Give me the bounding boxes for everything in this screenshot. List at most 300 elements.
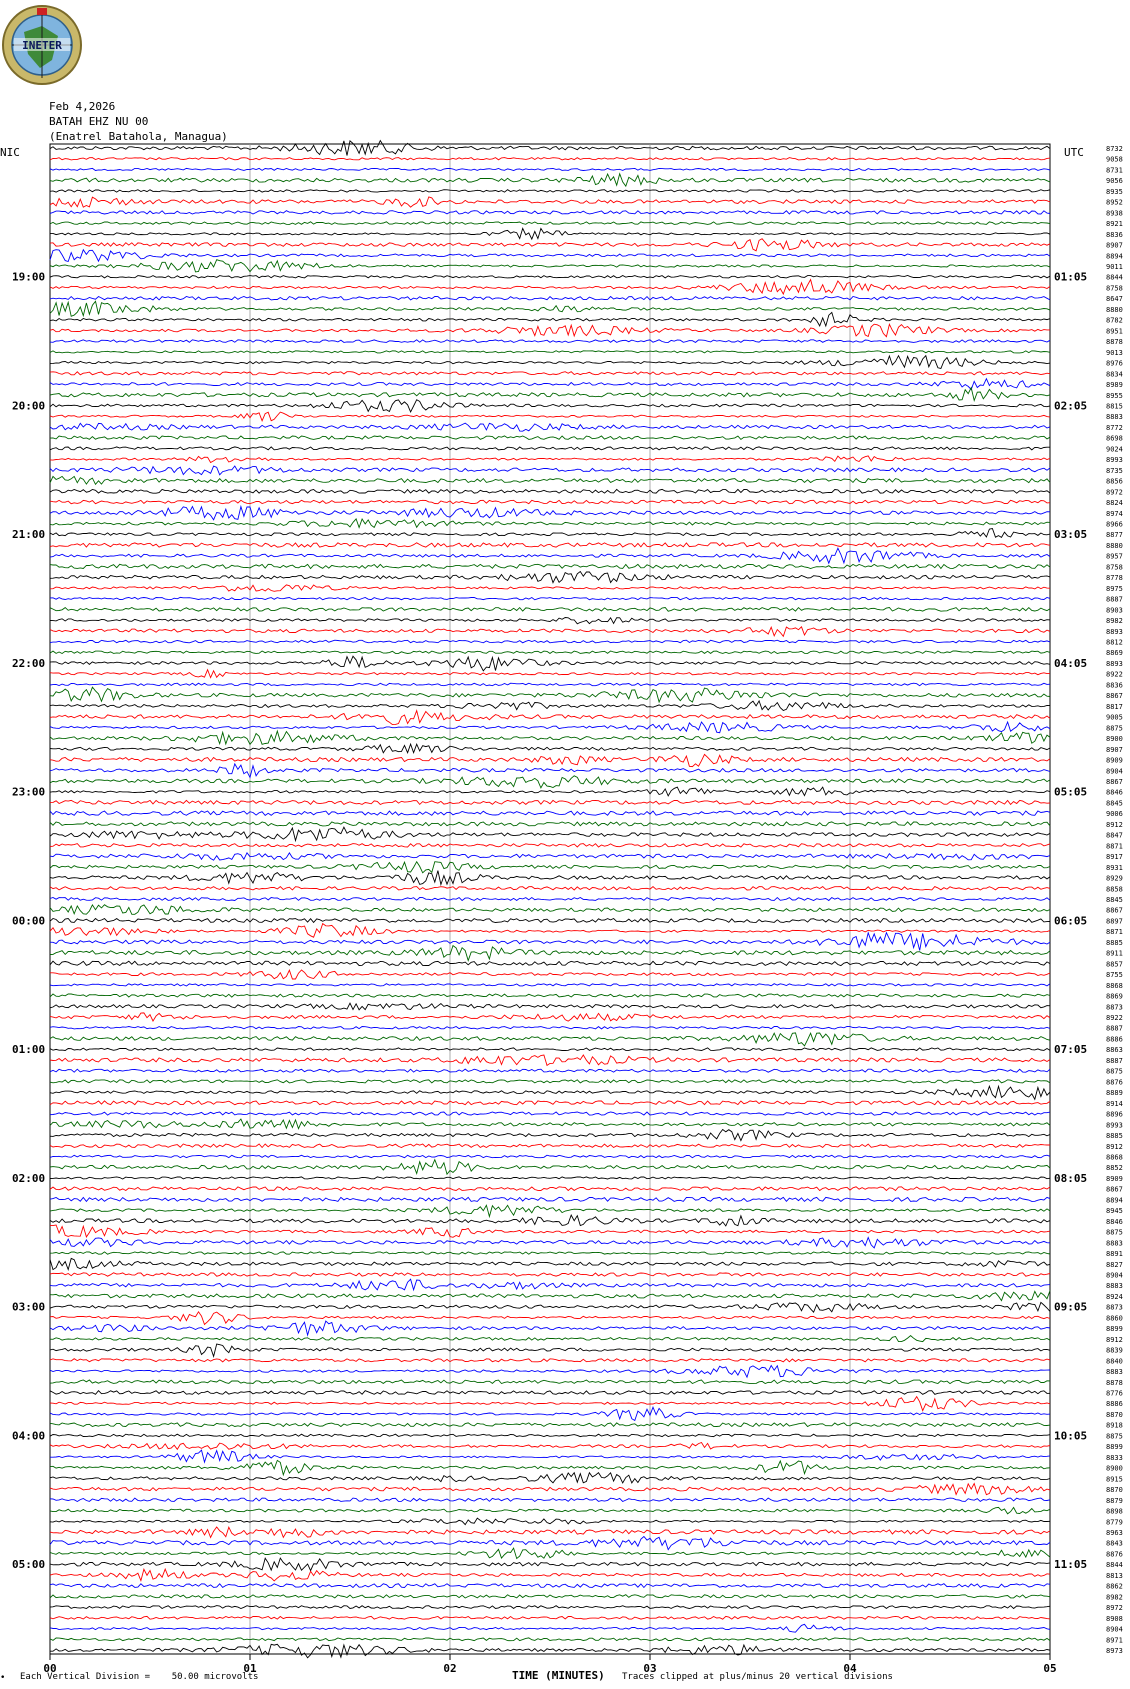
seismic-trace (50, 564, 1050, 568)
seismic-trace (50, 1225, 1050, 1237)
trace-rms-label: 8908 (1106, 1614, 1123, 1623)
trace-rms-label: 8893 (1106, 627, 1123, 636)
seismic-trace (50, 1644, 1050, 1658)
seismic-trace (50, 276, 1050, 278)
seismic-trace (50, 946, 1050, 961)
seismic-trace (50, 1048, 1050, 1051)
trace-rms-label: 8857 (1106, 960, 1123, 969)
trace-rms-label: 8698 (1106, 434, 1123, 443)
seismic-trace (50, 1507, 1050, 1513)
trace-rms-label: 8846 (1106, 788, 1123, 797)
trace-rms-label: 8929 (1106, 874, 1123, 883)
seismic-trace (50, 924, 1050, 938)
trace-rms-label: 8955 (1106, 391, 1123, 400)
trace-rms-label: 8844 (1106, 1561, 1123, 1570)
trace-rms-label: 8972 (1106, 1604, 1123, 1613)
trace-rms-label: 8924 (1106, 1293, 1123, 1301)
trace-rms-label: 9006 (1106, 810, 1123, 819)
x-tick-label: 03 (643, 1662, 657, 1675)
trace-rms-label: 8911 (1106, 949, 1123, 958)
trace-rms-label: 8900 (1106, 1464, 1123, 1473)
trace-rms-label: 8758 (1106, 563, 1123, 572)
seismic-trace (50, 1069, 1050, 1072)
seismic-trace (50, 519, 1050, 528)
trace-rms-label: 8931 (1106, 863, 1123, 872)
x-tick-label: 04 (843, 1662, 857, 1675)
seismic-trace (50, 871, 1050, 885)
trace-rms-label: 8952 (1106, 198, 1123, 207)
seismic-trace (50, 1624, 1050, 1632)
seismic-trace (50, 1423, 1050, 1427)
x-tick-label: 01 (243, 1662, 257, 1675)
trace-rms-label: 8975 (1106, 584, 1123, 593)
trace-rms-label: 8867 (1106, 906, 1123, 915)
seismic-trace (50, 822, 1050, 826)
trace-rms-label: 8876 (1106, 1078, 1123, 1087)
seismic-trace (50, 1302, 1050, 1312)
trace-rms-label: 8817 (1106, 702, 1123, 711)
trace-rms-label: 8938 (1106, 209, 1123, 218)
trace-rms-label: 8903 (1106, 606, 1123, 615)
seismic-trace (50, 608, 1050, 612)
trace-rms-label: 8971 (1106, 1636, 1123, 1645)
trace-rms-label: 8870 (1106, 1411, 1123, 1419)
trace-rms-label: 8907 (1106, 745, 1123, 754)
trace-rms-label: 8873 (1106, 1303, 1123, 1312)
seismic-trace (50, 1527, 1050, 1538)
trace-rms-label: 8839 (1106, 1346, 1123, 1355)
seismic-trace (50, 1407, 1050, 1420)
trace-rms-label: 8869 (1106, 649, 1123, 658)
trace-rms-label: 8875 (1106, 1432, 1123, 1441)
trace-rms-label: 8883 (1106, 1239, 1123, 1248)
trace-rms-label: 8836 (1106, 681, 1123, 690)
clip-note: Traces clipped at plus/minus 20 vertical divisions (622, 1672, 893, 1682)
trace-rms-label: 8904 (1106, 1271, 1123, 1280)
trace-rms-label: 8976 (1106, 359, 1123, 368)
trace-rms-label: 8862 (1106, 1582, 1123, 1591)
trace-rms-label: 8972 (1106, 488, 1123, 497)
seismic-trace (50, 776, 1050, 788)
seismic-trace (50, 260, 1050, 272)
seismic-trace (50, 301, 1050, 316)
seismic-trace (50, 1498, 1050, 1501)
trace-rms-label: 8915 (1106, 1475, 1123, 1484)
x-tick-label: 02 (443, 1662, 457, 1675)
seismic-trace (50, 1460, 1050, 1474)
trace-rms-label: 8876 (1106, 1550, 1123, 1559)
trace-rms-label: 8834 (1106, 370, 1123, 379)
left-time-label: 05:00 (12, 1558, 46, 1572)
seismic-trace (50, 436, 1050, 440)
seismic-trace (50, 379, 1050, 390)
seismic-trace (50, 500, 1050, 504)
seismic-trace (50, 250, 1050, 262)
trace-rms-label: 8875 (1106, 1067, 1123, 1076)
seismic-trace (50, 1279, 1050, 1290)
seismic-trace (50, 764, 1050, 778)
trace-rms-label: 8982 (1106, 617, 1123, 626)
seismic-trace (50, 853, 1050, 860)
seismic-trace (50, 887, 1050, 890)
trace-rms-label: 9056 (1106, 177, 1123, 186)
seismic-trace (50, 372, 1050, 375)
seismic-trace (50, 423, 1050, 431)
trace-rms-label: 8843 (1106, 1539, 1123, 1548)
seismic-trace (50, 1238, 1050, 1248)
trace-rms-label: 8894 (1106, 252, 1123, 261)
trace-rms-label: 8887 (1106, 1024, 1123, 1033)
trace-rms-label: 8878 (1106, 1378, 1123, 1387)
trace-rms-label: 9024 (1106, 445, 1123, 454)
seismic-trace (50, 466, 1050, 475)
trace-rms-label: 8732 (1106, 145, 1123, 153)
left-time-label: 03:00 (12, 1300, 46, 1314)
seismic-trace (50, 222, 1050, 225)
seismic-trace (50, 656, 1050, 671)
trace-rms-label: 8827 (1106, 1260, 1123, 1269)
trace-rms-label: 8921 (1106, 220, 1123, 229)
trace-rms-label: 8912 (1106, 1335, 1123, 1344)
right-time-label: 05:05 (1054, 785, 1088, 799)
trace-rms-label: 8873 (1106, 1003, 1123, 1012)
trace-rms-label: 8877 (1106, 531, 1123, 540)
trace-rms-label: 8779 (1106, 1518, 1123, 1527)
trace-rms-label: 8918 (1106, 1421, 1123, 1430)
trace-rms-label: 8844 (1106, 273, 1123, 282)
trace-rms-label: 8891 (1106, 1250, 1123, 1258)
seismic-trace (50, 585, 1050, 591)
trace-rms-label: 8871 (1106, 842, 1123, 851)
trace-rms-label: 8883 (1106, 1368, 1123, 1377)
seismic-trace (50, 1258, 1050, 1269)
seismic-trace (50, 168, 1050, 170)
seismic-trace (50, 456, 1050, 463)
trace-rms-label: 8966 (1106, 520, 1123, 529)
seismic-trace (50, 711, 1050, 725)
seismic-trace (50, 1291, 1050, 1301)
trace-rms-label: 8885 (1106, 938, 1123, 947)
seismic-trace (50, 228, 1050, 239)
right-time-label: 03:05 (1054, 528, 1088, 542)
seismic-trace (50, 754, 1050, 766)
right-timezone: UTC (1064, 146, 1084, 159)
seismic-trace (50, 898, 1050, 901)
seismic-trace (50, 670, 1050, 678)
seismic-trace (50, 1380, 1050, 1384)
seismic-trace (50, 1273, 1050, 1276)
trace-rms-label: 8945 (1106, 1207, 1123, 1216)
seismic-trace (50, 1638, 1050, 1641)
seismic-trace (50, 905, 1050, 915)
seismic-trace (50, 919, 1050, 923)
seismic-trace (50, 412, 1050, 421)
right-time-label: 02:05 (1054, 399, 1088, 413)
trace-rms-label: 8886 (1106, 1035, 1123, 1044)
seismic-trace (50, 190, 1050, 192)
seismic-trace (50, 388, 1050, 401)
trace-rms-label: 8867 (1106, 1185, 1123, 1194)
left-time-label: 21:00 (12, 528, 46, 542)
seismic-trace (50, 1119, 1050, 1129)
seismic-trace (50, 787, 1050, 796)
trace-rms-label: 8974 (1106, 509, 1123, 518)
left-time-label: 04:00 (12, 1429, 46, 1443)
seismic-trace (50, 297, 1050, 300)
trace-rms-label: 8833 (1106, 1453, 1123, 1462)
seismic-trace (50, 683, 1050, 686)
seismic-trace (50, 1086, 1050, 1099)
trace-rms-label: 8917 (1106, 853, 1123, 862)
seismic-trace (50, 1450, 1050, 1462)
seismic-trace (50, 1033, 1050, 1046)
trace-rms-label: 8647 (1106, 295, 1123, 304)
trace-rms-label: 8867 (1106, 692, 1123, 701)
trace-rms-label: 8951 (1106, 327, 1123, 336)
left-timezone: NIC (0, 146, 20, 159)
left-time-label: 02:00 (12, 1171, 46, 1185)
trace-rms-label: 8909 (1106, 756, 1123, 765)
trace-rms-label: 8815 (1106, 402, 1123, 411)
seismic-trace (50, 844, 1050, 848)
logo-text: INETER (22, 39, 62, 52)
trace-rms-label: 8904 (1106, 1625, 1123, 1634)
seismic-trace (50, 1205, 1050, 1216)
trace-rms-label: 8868 (1106, 981, 1123, 990)
trace-rms-label: 8889 (1106, 1089, 1123, 1098)
seismic-trace (50, 1160, 1050, 1175)
trace-rms-label: 8957 (1106, 552, 1123, 561)
seismic-trace (50, 1155, 1050, 1158)
left-time-label: 00:00 (12, 914, 46, 928)
seismic-trace (50, 1616, 1050, 1619)
seismic-trace (50, 447, 1050, 450)
right-time-label: 07:05 (1054, 1043, 1088, 1057)
trace-rms-label: 8846 (1106, 1217, 1123, 1226)
seismic-trace (50, 1391, 1050, 1395)
trace-rms-label: 8870 (1106, 1486, 1123, 1495)
header-location: (Enatrel Batahola, Managua) (49, 130, 228, 143)
seismic-trace (50, 529, 1050, 538)
trace-rms-label: 8731 (1106, 166, 1123, 175)
seismic-trace (50, 239, 1050, 251)
trace-rms-label: 8909 (1106, 1174, 1123, 1183)
trace-rms-label: 8878 (1106, 338, 1123, 347)
seismic-trace (50, 1359, 1050, 1362)
trace-rms-label: 8858 (1106, 885, 1123, 894)
trace-rms-label: 8993 (1106, 1121, 1123, 1130)
left-time-label: 01:00 (12, 1043, 46, 1057)
right-time-label: 08:05 (1054, 1171, 1088, 1185)
seismic-trace (50, 827, 1050, 840)
trace-rms-label: 8869 (1106, 992, 1123, 1001)
left-time-label: 20:00 (12, 399, 46, 413)
trace-rms-label: 8813 (1106, 1571, 1123, 1580)
trace-rms-label: 8836 (1106, 230, 1123, 239)
x-tick-label: 00 (43, 1662, 57, 1675)
trace-rms-label: 8912 (1106, 820, 1123, 829)
seismic-trace (50, 1003, 1050, 1010)
seismic-trace (50, 1537, 1050, 1550)
trace-rms-label: 8875 (1106, 724, 1123, 733)
right-time-label: 10:05 (1054, 1429, 1088, 1443)
seismic-trace (50, 1518, 1050, 1525)
trace-rms-label: 8778 (1106, 574, 1123, 583)
trace-rms-label: 8887 (1106, 1056, 1123, 1065)
seismic-trace (50, 731, 1050, 744)
seismic-trace (50, 994, 1050, 997)
trace-rms-label: 8847 (1106, 831, 1123, 840)
trace-rms-label: 8772 (1106, 423, 1123, 432)
trace-rms-label: 8894 (1106, 1196, 1123, 1205)
seismic-trace (50, 722, 1050, 733)
trace-rms-label: 8935 (1106, 187, 1123, 196)
seismic-trace (50, 1321, 1050, 1335)
x-tick-label: 05 (1043, 1662, 1057, 1675)
trace-rms-label: 8897 (1106, 917, 1123, 926)
seismic-trace (50, 1013, 1050, 1021)
trace-rms-label: 8886 (1106, 1400, 1123, 1409)
seismic-trace (50, 701, 1050, 711)
seismic-trace (50, 1548, 1050, 1558)
trace-rms-label: 8856 (1106, 477, 1123, 486)
trace-rms-label: 9013 (1106, 348, 1123, 357)
trace-rms-label: 8755 (1106, 971, 1123, 980)
trace-rms-label: 8812 (1106, 638, 1123, 647)
trace-rms-label: 8776 (1106, 1389, 1123, 1398)
seismic-trace (50, 933, 1050, 951)
seismic-trace (50, 476, 1050, 484)
seismic-trace (50, 141, 1050, 156)
seismic-trace (50, 1443, 1050, 1450)
seismic-trace (50, 356, 1050, 369)
trace-rms-label: 8989 (1106, 381, 1123, 389)
seismic-trace (50, 800, 1050, 804)
seismic-trace (50, 651, 1050, 654)
seismic-trace (50, 862, 1050, 873)
seismic-trace (50, 1112, 1050, 1115)
trace-rms-label: 8887 (1106, 595, 1123, 604)
header-station: BATAH EHZ NU 00 (49, 115, 149, 128)
trace-rms-label: 8824 (1106, 499, 1123, 507)
trace-rms-label: 8758 (1106, 284, 1123, 293)
scale-note: Each Vertical Division = 50.00 microvolts (20, 1672, 259, 1682)
trace-rms-label: 8899 (1106, 1443, 1123, 1452)
trace-rms-label: 8879 (1106, 1496, 1123, 1505)
seismic-trace (50, 1584, 1050, 1588)
trace-rms-label: 8782 (1106, 316, 1123, 325)
seismic-trace (50, 400, 1050, 412)
seismic-trace (50, 507, 1050, 520)
seismic-trace (50, 280, 1050, 294)
trace-rms-label: 9005 (1106, 713, 1123, 722)
right-time-label: 01:05 (1054, 270, 1088, 284)
trace-rms-label: 9058 (1106, 155, 1123, 164)
header-date: Feb 4,2026 (49, 100, 116, 113)
seismic-trace (50, 1336, 1050, 1342)
trace-rms-label: 8883 (1106, 1282, 1123, 1291)
trace-rms-label: 8845 (1106, 799, 1123, 808)
seismic-trace (50, 1434, 1050, 1437)
trace-rms-label: 8907 (1106, 241, 1123, 250)
seismic-trace (50, 1595, 1050, 1598)
seismic-trace (50, 687, 1050, 702)
left-time-label: 23:00 (12, 785, 46, 799)
seismic-trace (50, 961, 1050, 965)
seismic-trace (50, 312, 1050, 326)
trace-rms-label: 8883 (1106, 413, 1123, 422)
trace-rms-label: 8963 (1106, 1529, 1123, 1537)
seismic-trace (50, 1101, 1050, 1105)
seismic-trace (50, 1144, 1050, 1148)
trace-rms-label: 8885 (1106, 1132, 1123, 1140)
x-axis-label: TIME (MINUTES) (512, 1669, 605, 1682)
seismic-trace (50, 1484, 1050, 1495)
trace-rms-label: 8840 (1106, 1357, 1123, 1366)
trace-rms-label: 8922 (1106, 670, 1123, 679)
seismic-trace (50, 627, 1050, 637)
seismic-trace (50, 548, 1050, 563)
seismic-trace (50, 1312, 1050, 1325)
seismic-trace (50, 1177, 1050, 1179)
seismic-trace (50, 340, 1050, 343)
trace-rms-label: 8896 (1106, 1110, 1123, 1119)
left-time-label: 22:00 (12, 657, 46, 670)
trace-rms-label: 8852 (1106, 1164, 1123, 1173)
seismic-trace (50, 1366, 1050, 1378)
trace-rms-label: 8973 (1106, 1647, 1123, 1655)
right-time-label: 09:05 (1054, 1300, 1088, 1314)
seismic-trace (50, 197, 1050, 207)
seismic-trace (50, 1473, 1050, 1483)
seismic-trace (50, 1215, 1050, 1226)
seismic-trace (50, 640, 1050, 643)
seismic-trace (50, 543, 1050, 547)
seismic-trace (50, 597, 1050, 599)
seismic-trace (50, 1080, 1050, 1083)
trace-rms-label: 8898 (1106, 1507, 1123, 1516)
seismic-trace (50, 174, 1050, 187)
trace-rms-label: 8867 (1106, 778, 1123, 786)
trace-rms-label: 8993 (1106, 456, 1123, 465)
left-time-label: 19:00 (12, 270, 46, 284)
seismic-trace (50, 618, 1050, 624)
seismic-trace (50, 158, 1050, 160)
seismic-trace (50, 1344, 1050, 1356)
trace-rms-label: 8845 (1106, 896, 1123, 904)
right-time-label: 06:05 (1054, 914, 1088, 928)
seismic-trace (50, 1569, 1050, 1581)
seismic-trace (50, 1187, 1050, 1191)
seismic-trace (50, 1252, 1050, 1254)
footer-mark: • (0, 1673, 6, 1683)
seismic-trace (50, 1197, 1050, 1201)
trace-rms-label: 8893 (1106, 660, 1123, 668)
trace-rms-label: 8860 (1106, 1314, 1123, 1323)
trace-rms-label: 8982 (1106, 1593, 1123, 1602)
trace-rms-label: 8868 (1106, 1153, 1123, 1162)
trace-rms-label: 8871 (1106, 928, 1123, 937)
right-time-label: 11:05 (1054, 1558, 1088, 1572)
trace-rms-label: 8900 (1106, 735, 1123, 744)
seismic-trace (50, 1130, 1050, 1141)
seismic-trace (50, 1027, 1050, 1030)
trace-rms-label: 8899 (1106, 1325, 1123, 1334)
trace-rms-label: 8922 (1106, 1014, 1123, 1022)
trace-rms-label: 8880 (1106, 305, 1123, 314)
seismic-trace (50, 324, 1050, 337)
seismic-trace (50, 1397, 1050, 1411)
